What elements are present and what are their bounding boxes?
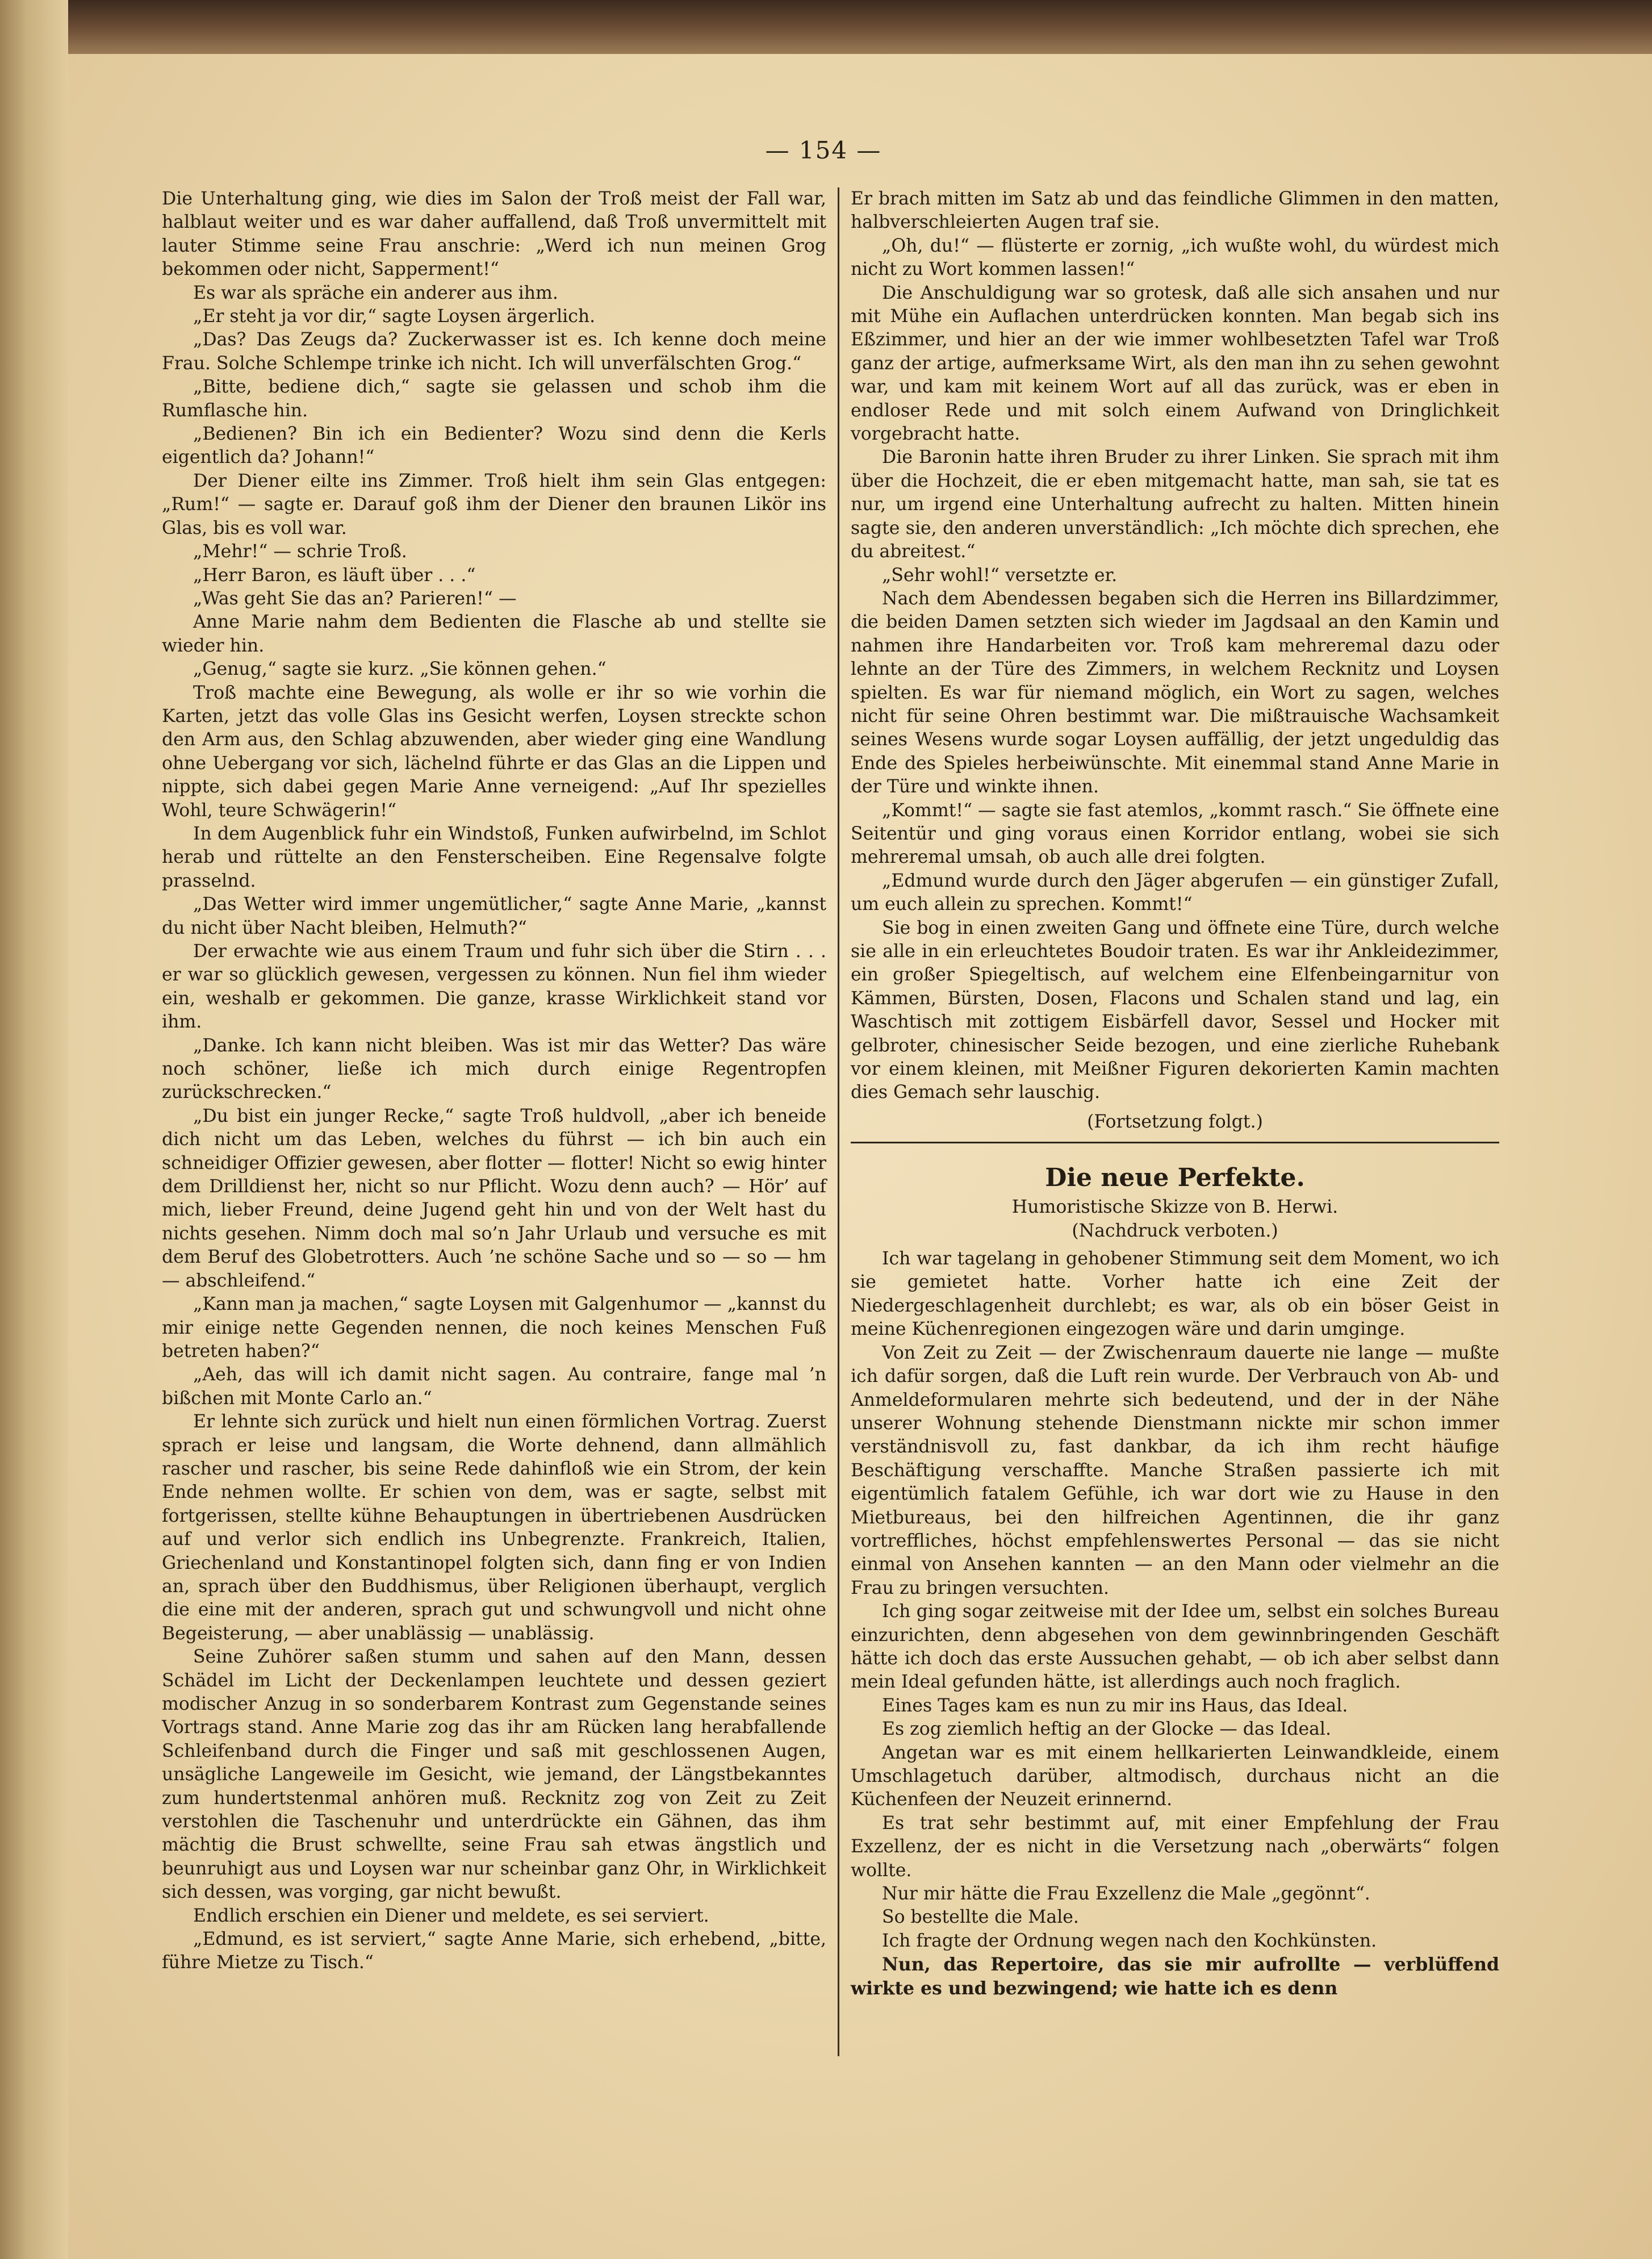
paragraph: Anne Marie nahm dem Bedienten die Flasche ab und stellte sie wieder hin. — [162, 612, 826, 656]
column-divider — [838, 187, 839, 2056]
paragraph: Nun, das Repertoire, das sie mir aufrollte — verblüffend wirkte es und bezwingend; wie hatte ich es denn — [851, 1954, 1499, 1999]
paragraph: Er brach mitten im Satz ab und das feindliche Glimmen in den matten, halbverschleierten Augen traf sie. — [851, 189, 1499, 233]
paragraph: Angetan war es mit einem hellkarierten Leinwandkleide, einem Umschlagetuch darüber, altmodisch, durchaus nicht an die Küchenfeen der Neuzeit erinnernd. — [851, 1742, 1499, 1810]
paragraph: Endlich erschien ein Diener und meldete, es sei serviert. — [193, 1905, 709, 1926]
left-column — [162, 187, 826, 1975]
paragraph: „Edmund, es ist serviert,“ sagte Anne Marie, sich erhebend, „bitte, führe Mietze zu Tisch.“ — [162, 1929, 826, 1973]
paragraph: „Du bist ein junger Recke,“ sagte Troß huldvoll, „aber ich beneide dich nicht um das Leben, welches du führst — ich bin auch ein schneidiger Offizier gewesen, aber flotter — flotter! Nicht so ewig hinter dem Drilldienst her, nicht so nur Pflicht. Wozu denn auch? — Hör’ auf mich, lieber Freund, deine Jugend geht hin und von der Welt hast du nichts gesehen. Nimm doch mal so’n Jahr Urlaub und versuche es mit dem Beruf des Globetrotters. Auch ’ne schöne Sache und so — so — hm — abschleifend.“ — [162, 1105, 826, 1291]
paragraph: „Kann man ja machen,“ sagte Loysen mit Galgenhumor — „kannst du mir einige nette Gegenden nennen, die noch keines Menschen Fuß betreten haben?“ — [162, 1294, 826, 1362]
paragraph: „Das? Das Zeugs da? Zuckerwasser ist es. Ich kenne doch meine Frau. Solche Schlempe trinke ich nicht. Ich will unverfälschten Grog.“ — [162, 329, 826, 374]
paragraph: In dem Augenblick fuhr ein Windstoß, Funken aufwirbelnd, im Schlot herab und rüttelte an den Fensterscheiben. Eine Regensalve folgte prasselnd. — [162, 823, 826, 891]
paragraph: Eines Tages kam es nun zu mir ins Haus, das Ideal. — [882, 1695, 1348, 1716]
paragraph: Troß machte eine Bewegung, als wolle er ihr so wie vorhin die Karten, jetzt das volle Glas ins Gesicht werfen, Loysen streckte schon den Arm aus, den Schlag abzuwenden, aber wieder ging eine Wandlung ohne Uebergang vor sich, lächelnd führte er das Glas an die Lippen und nippte, sich dabei gegen Marie Anne verneigend: „Auf Ihr spezielles Wohl, teure Schwägerin!“ — [162, 682, 826, 821]
paragraph: „Das Wetter wird immer ungemütlicher,“ sagte Anne Marie, „kannst du nicht über Nacht bleiben, Helmuth?“ — [162, 894, 826, 938]
paragraph: Es trat sehr bestimmt auf, mit einer Empfehlung der Frau Exzellenz, der es nicht in die Versetzung nach „oberwärts“ folgen wollte. — [851, 1813, 1499, 1881]
reprint-note: (Nachdruck verboten.) — [1072, 1220, 1278, 1241]
paragraph: „Kommt!“ — sagte sie fast atemlos, „kommt rasch.“ Sie öffnete eine Seitentür und ging voraus einen Korridor entlang, wobei sie sich mehreremal umsah, ob auch alle drei folgten. — [851, 800, 1499, 868]
paragraph: „Sehr wohl!“ versetzte er. — [882, 565, 1118, 586]
paragraph: Die Baronin hatte ihren Bruder zu ihrer Linken. Sie sprach mit ihm über die Hochzeit, die er eben mitgemacht hatte, man sah, sie tat es nur, um irgend eine Unterhaltung aufrecht zu halten. Mitten hinein sagte sie, den anderen unverständlich: „Ich möchte dich sprechen, ehe du abreitest.“ — [851, 447, 1499, 562]
paragraph: Von Zeit zu Zeit — der Zwischenraum dauerte nie lange — mußte ich dafür sorgen, daß die Luft rein wurde. Der Verbrauch von Ab- und Anmeldeformularen mehrte sich bedeutend, und der in der Nähe unserer Wohnung stehende Dienstmann nickte mir schon immer verständnisvoll zu, fast dankbar, da ich ihm recht häufige Beschäftigung verschaffte. Manche Straßen passierte ich mit eigentümlich fatalem Gefühle, ich war dort wie zu Hause in den Mietbureaus, bei den hilfreichen Agentinnen, die ihr ganz vortreffliches, höchst empfehlenswertes Personal — das sie nicht einmal von Ansehen kannten — an den Mann oder vielmehr an die Frau zu bringen versuchten. — [851, 1342, 1499, 1598]
page-stack-edge — [0, 0, 68, 2259]
paragraph: Ich fragte der Ordnung wegen nach den Kochkünsten. — [882, 1930, 1377, 1951]
paragraph: „Aeh, das will ich damit nicht sagen. Au contraire, fange mal ’n bißchen mit Monte Carlo an.“ — [162, 1364, 826, 1409]
story-title: Die neue Perfekte. — [1045, 1163, 1305, 1193]
paragraph: Nur mir hätte die Frau Exzellenz die Male „gegönnt“. — [882, 1884, 1370, 1905]
paragraph: So bestellte die Male. — [882, 1907, 1079, 1928]
paragraph: „Mehr!“ — schrie Troß. — [193, 541, 407, 562]
paragraph: Der Diener eilte ins Zimmer. Troß hielt ihm sein Glas entgegen: „Rum!“ — sagte er. Darauf goß ihm der Diener den braunen Likör ins Glas, bis es voll war. — [162, 470, 826, 538]
paragraph: „Herr Baron, es läuft über . . .“ — [193, 565, 476, 586]
paragraph: Nach dem Abendessen begaben sich die Herren ins Billardzimmer, die beiden Damen setzten sich wieder im Jagdsaal an den Kamin und nahmen ihre Handarbeiten vor. Troß kam mehreremal dazu oder lehnte an der Türe des Zimmers, in welchem Recknitz und Loysen spielten. Es war für niemand möglich, ein Wort zu sagen, welches nicht für seine Ohren bestimmt war. Die mißtrauische Wachsamkeit seines Wesens wurde sogar Loysen auffällig, der jetzt ungeduldig das Ende des Spieles herbeiwünschte. Mit einemmal stand Anne Marie in der Türe und winkte ihnen. — [851, 588, 1499, 797]
story-subtitle: Humoristische Skizze von B. Herwi. — [1011, 1197, 1339, 1218]
paragraph: Er lehnte sich zurück und hielt nun einen förmlichen Vortrag. Zuerst sprach er leise und langsam, die Worte dehnend, dann allmählich rascher und rascher, bis seine Rede dahinfloß wie ein Strom, der kein Ende nehmen wollte. Er schien von dem, was er sagte, selbst mit fortgerissen, stellte kühne Behauptungen in übertriebenen Ausdrücken auf und verlor sich endlich ins Unbegrenzte. Frankreich, Italien, Griechenland und Konstantinopel folgten sich, dann fing er von Indien an, sprach über den Buddhismus, über Religionen überhaupt, verglich die eine mit der anderen, sprach gut und schwungvoll und nicht ohne Begeisterung, — aber unablässig — unablässig. — [162, 1412, 826, 1644]
paragraph: Es war als spräche ein anderer aus ihm. — [193, 282, 558, 303]
paragraph: „Bitte, bediene dich,“ sagte sie gelassen und schob ihm die Rumflasche hin. — [162, 377, 826, 421]
paragraph: „Edmund wurde durch den Jäger abgerufen — ein günstiger Zufall, um euch allein zu sprechen. Kommt!“ — [851, 870, 1499, 915]
paragraph: „Genug,“ sagte sie kurz. „Sie können gehen.“ — [193, 659, 607, 680]
paragraph: Ich war tagelang in gehobener Stimmung seit dem Moment, wo ich sie gemietet hatte. Vorher hatte ich eine Zeit der Niedergeschlagenheit durchlebt; es war, als ob ein böser Geist in meine Küchenregionen eingezogen wäre und darin umginge. — [851, 1248, 1499, 1340]
paragraph: Sie bog in einen zweiten Gang und öffnete eine Türe, durch welche sie alle in ein erleuchtetes Boudoir traten. Es war ihr Ankleidezimmer, ein großer Spiegeltisch, auf welchem eine Elfenbeingarnitur von Kämmen, Bürsten, Dosen, Flacons und Schalen stand und lag, ein Waschtisch mit zottigem Eisbärfell davor, Sessel und Hocker mit gelbroter, chinesischer Seide bezogen, und eine zierliche Ruhebank vor einem kleinen, mit Meißner Figuren dekorierten Kamin machten dies Gemach sehr lauschig. — [851, 917, 1499, 1103]
paragraph: Es zog ziemlich heftig an der Glocke — das Ideal. — [882, 1719, 1331, 1740]
continuation-note: (Fortsetzung folgt.) — [1087, 1111, 1263, 1132]
page-number: — 154 — — [765, 136, 882, 164]
paragraph: „Oh, du!“ — flüsterte er zornig, „ich wußte wohl, du würdest mich nicht zu Wort kommen lassen!“ — [851, 235, 1499, 280]
paragraph: „Was geht Sie das an? Parieren!“ — — [193, 588, 517, 609]
paragraph: Ich ging sogar zeitweise mit der Idee um, selbst ein solches Bureau einzurichten, denn abgesehen von dem gewinnbringenden Geschäft hätte ich doch das erste Aussuchen gehabt, — ob ich aber selbst dann mein Ideal gefunden hätte, ist allerdings auch noch fraglich. — [851, 1601, 1499, 1693]
section-divider — [851, 1142, 1499, 1143]
paragraph: Die Unterhaltung ging, wie dies im Salon der Troß meist der Fall war, halblaut weiter und es war daher auffallend, daß Troß unvermittelt mit lauter Stimme seine Frau anschrie: „Werd ich nun meinen Grog bekommen oder nicht, Sapperment!“ — [162, 189, 826, 280]
book-binding — [0, 0, 1652, 54]
paragraph: „Danke. Ich kann nicht bleiben. Was ist mir das Wetter? Das wäre noch schöner, ließe ich mich durch einige Regentropfen zurückschrecken.“ — [162, 1035, 826, 1103]
paragraph: Der erwachte wie aus einem Traum und fuhr sich über die Stirn . . . er war so glücklich gewesen, vergessen zu können. Nun fiel ihm wieder ein, weshalb er gekommen. Die ganze, krasse Wirklichkeit stand vor ihm. — [162, 941, 826, 1033]
paragraph: Seine Zuhörer saßen stumm und sahen auf den Mann, dessen Schädel im Licht der Deckenlampen leuchtete und dessen geziert modischer Anzug in so sonderbarem Kontrast zum Gegenstande seines Vortrags stand. Anne Marie zog das ihr am Rücken lang herabfallende Schleifenband durch die Finger und saß mit geschlossenen Augen, unsägliche Langeweile im Gesicht, wie jemand, der Längstbekanntes zum hundertstenmal anhören muß. Recknitz zog von Zeit zu Zeit verstohlen die Taschenuhr und unterdrückte ein Gähnen, das ihm mächtig die Brust schwellte, seine Frau sah etwas ängstlich und beunruhigt aus und Loysen war nur scheinbar ganz Ohr, in Wirklichkeit sich dessen, was vorging, gar nicht bewußt. — [162, 1647, 826, 1903]
right-column — [851, 187, 1499, 2000]
paragraph: „Bedienen? Bin ich ein Bedienter? Wozu sind denn die Kerls eigentlich da? Johann!“ — [162, 424, 826, 468]
paragraph: „Er steht ja vor dir,“ sagte Loysen ärgerlich. — [193, 306, 596, 327]
paragraph: Die Anschuldigung war so grotesk, daß alle sich ansahen und nur mit Mühe ein Auflachen unterdrücken konnten. Man begab sich ins Eßzimmer, und hier an der wie immer wohlbesetzten Tafel war Troß ganz der artige, aufmerksame Wirt, als den man ihn zu sehen gewohnt war, und kam mit keinem Wort auf all das zurück, was er eben in endloser Rede und mit solch einem Aufwand von Dringlichkeit vorgebracht hatte. — [851, 282, 1499, 445]
